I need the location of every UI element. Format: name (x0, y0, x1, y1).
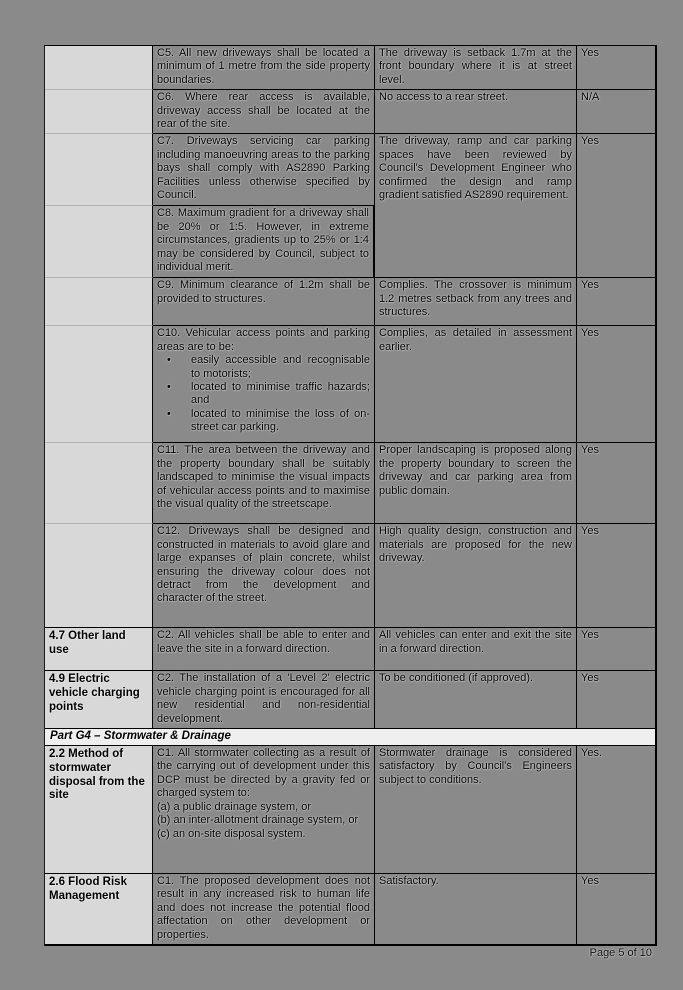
bullet-item: • easily accessible and recognisable to motorists; (191, 354, 370, 381)
control-cell: C12. Driveways shall be designed and constructed in materials to avoid glare and large expanses of plain concrete, whilst ensuring the driveway colour does not detract from the development and character of the street. (153, 524, 375, 628)
lettered-item: (c) an on-site disposal system. (157, 827, 306, 840)
compliance-cell: Yes (577, 628, 657, 671)
section-label-cell: 2.6 Flood Risk Management (45, 874, 153, 946)
section-label-cell: 2.2 Method of stormwater disposal from the site (45, 746, 153, 874)
control-cell: C2. All vehicles shall be able to enter and leave the site in a forward direction. (153, 628, 375, 671)
lettered-item: (a) a public drainage system, or (157, 800, 312, 813)
section-header-row (45, 729, 657, 746)
table-row (45, 874, 657, 946)
table-row (45, 134, 657, 206)
table-row (45, 278, 657, 326)
compliance-cell: Yes (577, 671, 657, 729)
compliance-cell: Yes (577, 278, 657, 326)
table-row (45, 90, 657, 134)
section-label-cell (45, 206, 153, 278)
comment-cell: Complies, as detailed in assessment earlier. (375, 326, 577, 443)
section-label-cell (45, 443, 153, 524)
lettered-item: (b) an inter-allotment drainage system, or (157, 814, 359, 827)
control-intro-text: C1. All stormwater collecting as a result of the carrying out of development under this DCP must be directed by a gravity fed or charged system to: (157, 747, 370, 800)
compliance-cell: Yes (577, 134, 657, 278)
compliance-cell: Yes (577, 524, 657, 628)
compliance-cell: Yes (577, 326, 657, 443)
compliance-cell: Yes (577, 46, 657, 90)
control-cell (153, 326, 375, 443)
compliance-cell: Yes (577, 874, 657, 946)
comment-cell: No access to a rear street. (375, 90, 577, 134)
control-cell: C8. Maximum gradient for a driveway shall be 20% or 1:5. However, in extreme circumstances, gradients up to 25% or 1:4 may be considered by Council, subject to individual merit. (153, 206, 375, 278)
comment-cell: Complies. The crossover is minimum 1.2 metres setback from any trees and structures. (375, 278, 577, 326)
compliance-cell: N/A (577, 90, 657, 134)
bullet-item: • located to minimise traffic hazards; and (191, 381, 370, 408)
table-row (45, 443, 657, 524)
section-label-cell: 4.9 Electric vehicle charging points (45, 671, 153, 729)
table-row (45, 326, 657, 443)
control-cell (153, 746, 375, 874)
control-cell: C11. The area between the driveway and the property boundary shall be suitably landscaped to minimise the visual impacts of vehicular access points and to maximise the visual quality of the streetscape. (153, 443, 375, 524)
control-cell: C1. The proposed development does not result in any increased risk to human life and does not increase the potential flood affectation on other development or properties. (153, 874, 375, 946)
control-cell: C9. Minimum clearance of 1.2m shall be provided to structures. (153, 278, 375, 326)
control-cell: C2. The installation of a 'Level 2' electric vehicle charging point is encouraged for all new residential and non-residential development. (153, 671, 375, 729)
section-label-cell (45, 134, 153, 206)
comment-cell: The driveway is setback 1.7m at the front boundary where it is at street level. (375, 46, 577, 90)
section-label-cell (45, 46, 153, 90)
page-number: Page 5 of 10 (589, 947, 652, 959)
comment-cell: Stormwater drainage is considered satisfactory by Council's Engineers subject to conditions. (375, 746, 577, 874)
section-label-cell: 4.7 Other land use (45, 628, 153, 671)
bullet-item: • located to minimise the loss of on-street car parking. (191, 408, 370, 435)
comment-cell: To be conditioned (if approved). (375, 671, 577, 729)
comment-cell: All vehicles can enter and exit the site in a forward direction. (375, 628, 577, 671)
table-row (45, 628, 657, 671)
control-bullet-list (157, 354, 370, 434)
section-label-cell (45, 524, 153, 628)
comment-cell: High quality design, construction and materials are proposed for the new driveway. (375, 524, 577, 628)
section-label-cell (45, 90, 153, 134)
table-row (45, 46, 657, 90)
control-cell: C5. All new driveways shall be located a minimum of 1 metre from the side property boundaries. (153, 46, 375, 90)
control-intro-text: C10. Vehicular access points and parking areas are to be: (157, 327, 370, 353)
section-label-cell (45, 326, 153, 443)
compliance-cell: Yes (577, 443, 657, 524)
comment-cell: Proper landscaping is proposed along the property boundary to screen the driveway and car parking area from public domain. (375, 443, 577, 524)
section-header-text: Part G4 – Stormwater & Drainage (45, 729, 657, 746)
control-cell: C6. Where rear access is available, driveway access shall be located at the rear of the site. (153, 90, 375, 134)
table-row (45, 746, 657, 874)
comment-cell: The driveway, ramp and car parking spaces have been reviewed by Council's Development Engineer who confirmed the design and ramp gradient satisfied AS2890 requirement. (375, 134, 577, 278)
section-label-cell (45, 278, 153, 326)
control-cell: C7. Driveways servicing car parking including manoeuvring areas to the parking bays shall comply with AS2890 Parking Facilities unless otherwise specified by Council. (153, 134, 375, 206)
table-row (45, 524, 657, 628)
table-row (45, 671, 657, 729)
compliance-assessment-table (44, 45, 657, 946)
comment-cell: Satisfactory. (375, 874, 577, 946)
compliance-cell: Yes. (577, 746, 657, 874)
